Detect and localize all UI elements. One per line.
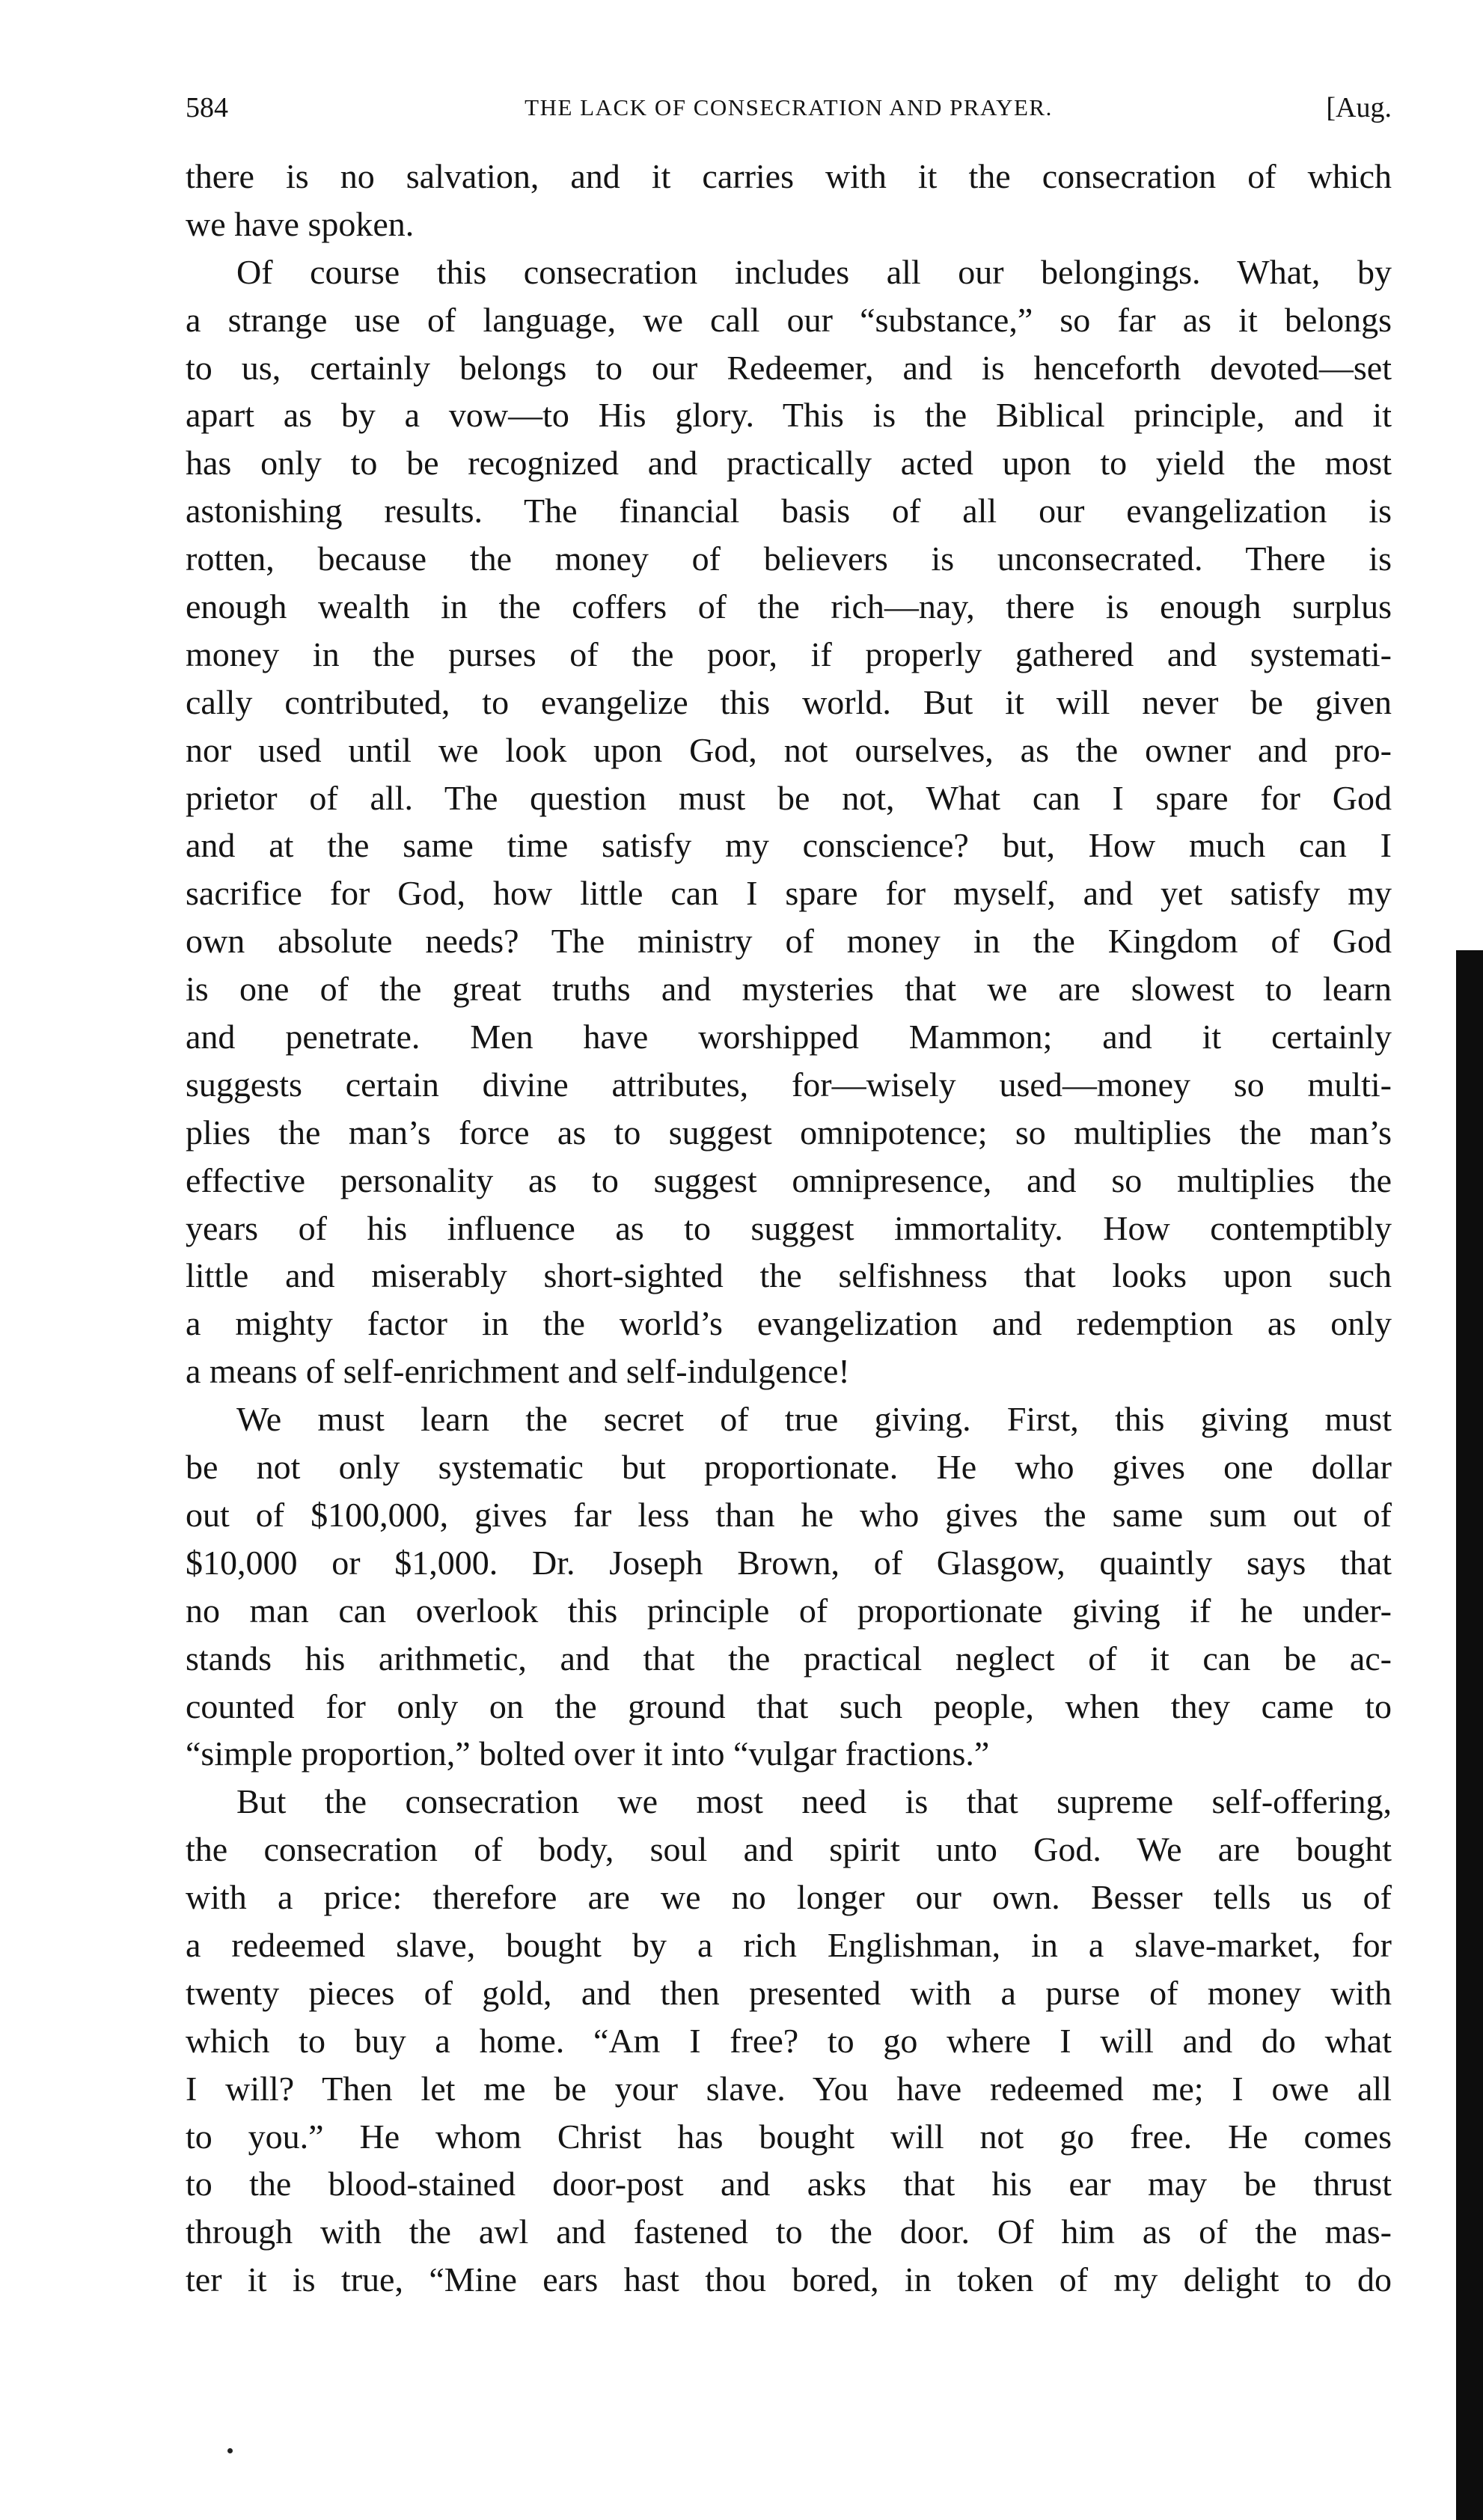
text-line: to you.” He whom Christ has bought will not go free. He comes: [186, 2117, 1392, 2156]
text-line: through with the awl and fastened to the door. Of him as of the mas-: [186, 2212, 1392, 2251]
text-line: Of course this consecration includes all our belongings. What, by: [236, 252, 1392, 291]
text-line: rotten, because the money of believers is unconsecrated. There is: [186, 539, 1392, 578]
text-line: prietor of all. The question must be not, What can I spare for God: [186, 778, 1392, 817]
text-line: the consecration of body, soul and spirit unto God. We are bought: [186, 1830, 1392, 1869]
text-line: to us, certainly belongs to our Redeemer, and is henceforth devoted—set: [186, 348, 1392, 387]
text-line: suggests certain divine attributes, for—wisely used—money so multi-: [186, 1065, 1392, 1104]
issue-month: [Aug.: [1326, 92, 1392, 123]
running-title: THE LACK OF CONSECRATION AND PRAYER.: [525, 94, 1053, 120]
page-header: [186, 91, 1392, 136]
text-line: no man can overlook this principle of proportionate giving if he under-: [186, 1591, 1392, 1630]
text-line: and penetrate. Men have worshipped Mammon; and it certainly: [186, 1018, 1392, 1056]
ink-speck: [227, 2448, 233, 2453]
scan-edge-shadow: [1456, 950, 1483, 2520]
text-line: counted for only on the ground that such people, when they came to: [186, 1686, 1392, 1725]
text-line: ter it is true, “Mine ears hast thou bored, in token of my delight to do: [186, 2260, 1392, 2299]
text-line: a mighty factor in the world’s evangelization and redemption as only: [186, 1304, 1392, 1343]
text-line: nor used until we look upon God, not ourselves, as the owner and pro-: [186, 730, 1392, 769]
text-line: we have spoken.: [186, 204, 415, 243]
text-line: stands his arithmetic, and that the practical neglect of it can be ac-: [186, 1639, 1392, 1678]
text-line: be not only systematic but proportionate. He who gives one dollar: [186, 1448, 1392, 1487]
text-line: twenty pieces of gold, and then presented with a purse of money with: [186, 1973, 1392, 2012]
text-line: sacrifice for God, how little can I spare for myself, and yet satisfy my: [186, 874, 1392, 913]
article-body: [186, 153, 1392, 2304]
text-line: and at the same time satisfy my conscience? but, How much can I: [186, 826, 1392, 865]
text-line: has only to be recognized and practically acted upon to yield the most: [186, 444, 1392, 483]
text-line: effective personality as to suggest omnipresence, and so multiplies the: [186, 1160, 1392, 1199]
text-line: a means of self-enrichment and self-indulgence!: [186, 1352, 850, 1391]
text-line: which to buy a home. “Am I free? to go where I will and do what: [186, 2021, 1392, 2060]
text-line: a strange use of language, we call our “substance,” so far as it belongs: [186, 300, 1392, 339]
text-line: $10,000 or $1,000. Dr. Joseph Brown, of Glasgow, quaintly says that: [186, 1543, 1392, 1582]
text-line: years of his influence as to suggest immortality. How contemptibly: [186, 1208, 1392, 1247]
text-line: with a price: therefore are we no longer our own. Besser tells us of: [186, 1878, 1392, 1917]
text-line: out of $100,000, gives far less than he who gives the same sum out of: [186, 1495, 1392, 1534]
text-line: plies the man’s force as to suggest omnipotence; so multiplies the man’s: [186, 1113, 1392, 1152]
text-line: I will? Then let me be your slave. You have redeemed me; I owe all: [186, 2069, 1392, 2108]
text-line: cally contributed, to evangelize this world. But it will never be given: [186, 682, 1392, 721]
text-line: money in the purses of the poor, if properly gathered and systemati-: [186, 634, 1392, 673]
text-line: We must learn the secret of true giving. First, this giving must: [236, 1400, 1392, 1439]
text-line: to the blood-stained door-post and asks that his ear may be thrust: [186, 2165, 1392, 2204]
text-line: apart as by a vow—to His glory. This is the Biblical principle, and it: [186, 396, 1392, 435]
text-line: enough wealth in the coffers of the rich—nay, there is enough surplus: [186, 587, 1392, 626]
text-line: is one of the great truths and mysteries that we are slowest to learn: [186, 970, 1392, 1009]
text-line: But the consecration we most need is that supreme self-offering,: [236, 1782, 1392, 1821]
text-line: little and miserably short-sighted the selfishness that looks upon such: [186, 1256, 1392, 1295]
text-line: there is no salvation, and it carries with it the consecration of which: [186, 157, 1392, 195]
text-line: astonishing results. The financial basis of all our evangelization is: [186, 492, 1392, 530]
text-line: own absolute needs? The ministry of money in the Kingdom of God: [186, 922, 1392, 961]
page-number: 584: [186, 92, 228, 123]
text-line: a redeemed slave, bought by a rich Englishman, in a slave-market, for: [186, 1925, 1392, 1964]
text-line: “simple proportion,” bolted over it into “vulgar fractions.”: [186, 1734, 990, 1773]
